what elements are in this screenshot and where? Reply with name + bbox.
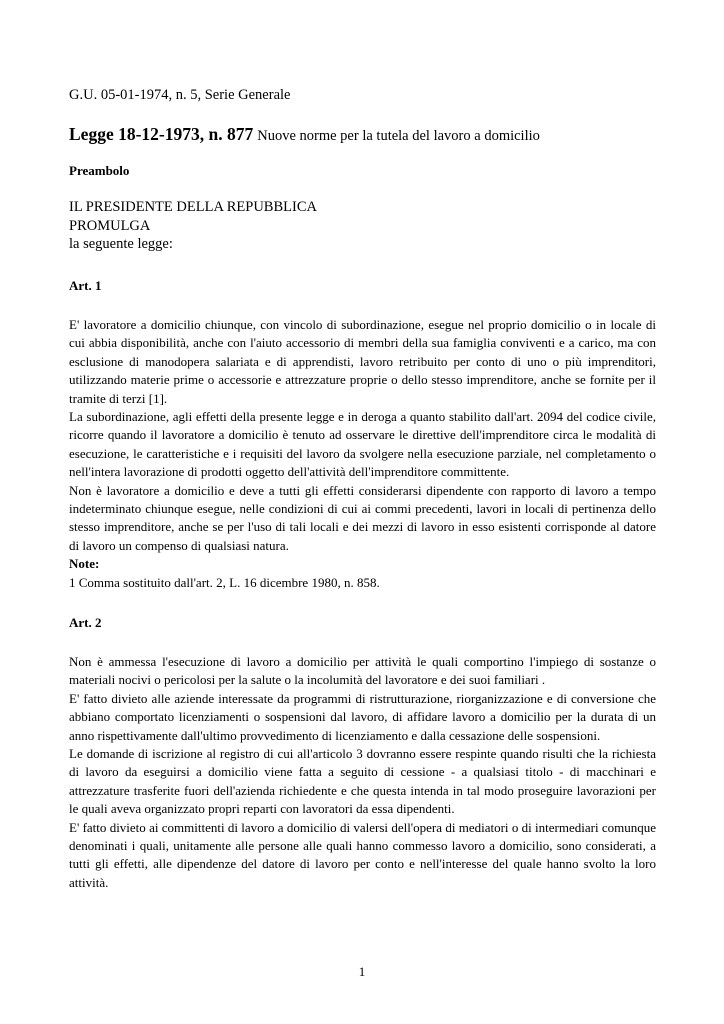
preamble-text bbox=[69, 198, 317, 254]
article-paragraph: Non è lavoratore a domicilio e deve a tutti gli effetti considerarsi dipendente con rapporto di lavoro a tempo indeterminato chiunque esegue, nelle condizioni di cui ai commi precedenti, lavori in locali di pertinenza dello stesso imprenditore, anche se per l'uso di tali locali e dei mezzi di lavoro in esso esistenti corrisponde al datore di lavoro un compenso di qualsiasi natura. bbox=[69, 482, 656, 553]
preamble-heading: Preambolo bbox=[69, 163, 130, 178]
article-paragraph: Le domande di iscrizione al registro di cui all'articolo 3 dovranno essere respinte quando risulti che la richiesta di lavoro da eseguirsi a domicilio viene fatta a seguito di cessione - a qualsiasi titolo - di macchinari e attrezzature trasferite fuori dell'azienda richiedente e che questa intenda in tal modo proseguire lavorazioni per le quali aveva organizzato propri reparti con lavoratori da essa dipendenti. bbox=[69, 746, 656, 817]
article-2-heading: Art. 2 bbox=[69, 615, 102, 630]
article-1-body bbox=[69, 316, 656, 592]
article-paragraph: La subordinazione, agli effetti della presente legge e in deroga a quanto stabilito dall'art. 2094 del codice civile, ricorre quando il lavoratore a domicilio è tenuto ad osservare le direttive dell'imprenditore circa le modalità di esecuzione, le caratteristiche e i requisiti del lavoro da svolgere nella esecuzione parziale, nel completamento o nell'intera lavorazione di prodotti oggetto dell'attività dell'imprenditore committente. bbox=[69, 409, 656, 480]
notes-label: Note: bbox=[69, 556, 100, 572]
note-text: 1 Comma sostituito dall'art. 2, L. 16 dicembre 1980, n. 858. bbox=[69, 574, 380, 590]
article-2-body bbox=[69, 653, 656, 892]
article-paragraph: E' fatto divieto ai committenti di lavoro a domicilio di valersi dell'opera di mediatori o di intermediari comunque denominati i quali, unitamente alle persone alle quali hanno commesso lavoro a domicilio, sono considerati, a tutti gli effetti, alle dipendenze del datore di lavoro per conto e nell'interesse del quale hanno svolto la loro attività. bbox=[69, 819, 656, 890]
article-paragraph: E' lavoratore a domicilio chiunque, con vincolo di subordinazione, esegue nel proprio domicilio o in locale di cui abbia disponibilità, anche con l'aiuto accessorio di membri della sua famiglia conviventi e a carico, ma con esclusione di manodopera salariata e di apprendisti, lavoro retribuito per conto di uno o più imprenditori, utilizzando materie prime o accessorie e attrezzature proprie o dello stesso imprenditore, anche se fornite per il tramite di terzi [1]. bbox=[69, 317, 656, 406]
article-paragraph: E' fatto divieto alle aziende interessate da programmi di ristrutturazione, riorganizzazione e di conversione che abbiano comportato licenziamenti o sospensioni dal lavoro, di affidare lavoro a domicilio per la durata di un anno rispettivamente dall'ultimo provvedimento di licenziamento e dalla cessazione delle sospensioni. bbox=[69, 690, 656, 743]
law-title: Legge 18-12-1973, n. 877 bbox=[69, 124, 254, 144]
gazette-source: G.U. 05-01-1974, n. 5, Serie Generale bbox=[69, 87, 291, 103]
page-number: 1 bbox=[358, 964, 366, 979]
preamble-line: IL PRESIDENTE DELLA REPUBBLICA bbox=[69, 199, 317, 215]
law-subtitle: Nuove norme per la tutela del lavoro a domicilio bbox=[257, 128, 540, 144]
preamble-line: PROMULGA bbox=[69, 217, 151, 234]
law-title-line bbox=[69, 122, 689, 148]
article-1-heading: Art. 1 bbox=[69, 278, 102, 293]
preamble-line: la seguente legge: bbox=[69, 236, 173, 252]
article-paragraph: Non è ammessa l'esecuzione di lavoro a domicilio per attività le quali comportino l'impiego di sostanze o materiali nocivi o pericolosi per la salute o la incolumità del lavoratore e dei suoi familiari . bbox=[69, 654, 656, 688]
